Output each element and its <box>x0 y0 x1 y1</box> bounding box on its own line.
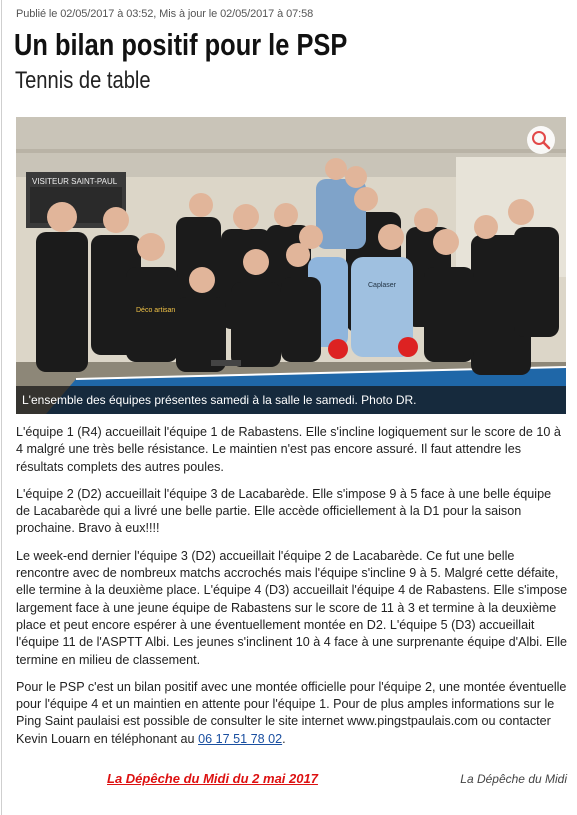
paragraph-3: Le week-end dernier l'équipe 3 (D2) accueillait l'équipe 2 de Lacabarède. Ce fut une belle rencontre avec de nombreux matchs accrochés mais l'équipe s'incline 9 à 5. Malgré cette défaite, elle termine à la deuxième place. L'équipe 4 (D3) accueillait l'équipe 4 de Rabastens. Elle s'impose largement face à une jeune équipe de Rabastens sur le score de 11 à 3 et termine à la deuxième place et peut encore espérer à une éventuellement montée en D2. L'équipe 5 (D3) accueillait l'équipe 11 de l'ASPTT Albi. Les jeunes s'inclinent 10 à 4 face à une surprenante équipe d'Albi. Elle termine en milieu de classement. <box>16 548 568 667</box>
photo-illustration <box>16 117 566 414</box>
team-photo[interactable] <box>16 117 566 414</box>
source-credit: La Dépêche du Midi <box>460 772 567 786</box>
jersey-logo-text: Déco artisan <box>136 307 176 314</box>
article-subtitle: Tennis de table <box>15 67 151 94</box>
paragraph-4-text: Pour le PSP c'est un bilan positif avec une montée officielle pour l'équipe 2, une montée éventuelle pour l'équipe 4 et un maintien en attente pour l'équipe 1. Pour de plus amples informations sur le Ping Saint paulaisi est possible de consulter le site internet www.pingstpaulais.com ou contacter Kevin Louarn en téléphonant au <box>16 679 567 746</box>
article-title: Un bilan positif pour le PSP <box>14 27 348 62</box>
paragraph-4-end: . <box>282 731 286 746</box>
article-body <box>16 424 568 758</box>
zoom-button[interactable] <box>526 125 556 155</box>
photo-caption: L'ensemble des équipes présentes samedi à la salle le samedi. Photo DR. <box>16 386 566 414</box>
phone-link[interactable]: 06 17 51 78 02 <box>198 731 283 746</box>
paragraph-2: L'équipe 2 (D2) accueillait l'équipe 3 de Lacabarède. Elle s'impose 9 à 5 face à une belle équipe de Lacabarède qui a livré une belle partie. Elle accède officiellement à la D1 pour la saison prochaine. Bravo à eux!!!! <box>16 486 552 536</box>
magnifier-icon <box>526 125 556 155</box>
left-divider <box>1 0 2 815</box>
source-link[interactable]: La Dépêche du Midi du 2 mai 2017 <box>107 771 318 786</box>
scoreboard-label: VISITEUR SAINT-PAUL <box>32 177 118 186</box>
paragraph-4 <box>16 679 568 748</box>
publication-meta: Publié le 02/05/2017 à 03:52, Mis à jour le 02/05/2017 à 07:58 <box>16 8 314 20</box>
paragraph-1: L'équipe 1 (R4) accueillait l'équipe 1 de Rabastens. Elle s'incline logiquement sur le score de 10 à 4 malgré une très belle résistance. Le maintien n'est pas encore assuré. Il faut attendre les résultats complets des autres poules. <box>16 425 561 474</box>
jersey-sponsor-text: Caplaser <box>368 282 397 289</box>
